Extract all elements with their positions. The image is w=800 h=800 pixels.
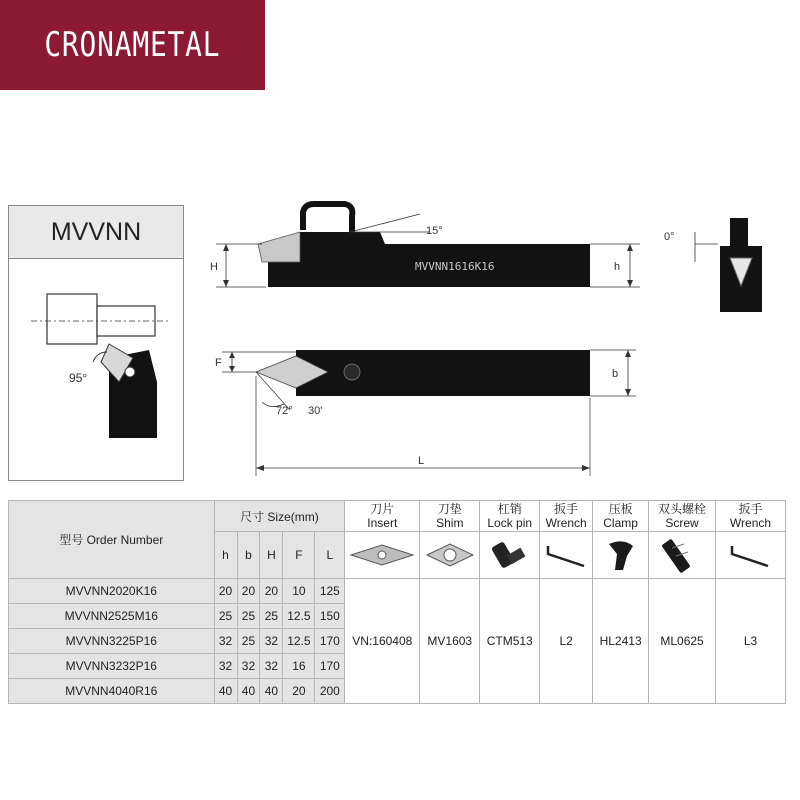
row-h: 40: [214, 679, 237, 704]
row-L: 200: [315, 679, 345, 704]
side-view: [210, 204, 640, 287]
clamp-value: HL2413: [593, 579, 649, 704]
wrench-2-value: L3: [715, 579, 785, 704]
wrench-icon-2: [716, 532, 785, 578]
size-col-H: H: [260, 532, 283, 579]
order-number-header: 型号 Order Number: [9, 501, 215, 579]
row-model: MVVNN2525M16: [9, 604, 215, 629]
screw-value: ML0625: [649, 579, 716, 704]
row-H: 25: [260, 604, 283, 629]
row-H: 20: [260, 579, 283, 604]
insert-value: VN:160408: [345, 579, 420, 704]
part-header-shim: 刀垫 Shim: [420, 501, 480, 532]
row-H: 32: [260, 629, 283, 654]
part-header-wrench-2: 扳手 Wrench: [715, 501, 785, 532]
angle-label-72: 72°: [276, 405, 293, 417]
shim-value: MV1603: [420, 579, 480, 704]
lock-pin-icon: [480, 532, 539, 578]
row-b: 20: [237, 579, 260, 604]
row-H: 40: [260, 679, 283, 704]
row-F: 10: [283, 579, 315, 604]
shim-icon: [420, 532, 479, 578]
angle-label-15: 15°: [426, 225, 443, 237]
angle-minute-label: 30': [308, 405, 323, 417]
row-L: 150: [315, 604, 345, 629]
row-L: 125: [315, 579, 345, 604]
row-model: MVVNN4040R16: [9, 679, 215, 704]
end-view: [664, 218, 762, 312]
end-angle-label: 0°: [664, 231, 675, 243]
row-h: 32: [214, 629, 237, 654]
lock-pin-value: CTM513: [480, 579, 540, 704]
model-title: MVVNN: [9, 206, 183, 259]
row-model: MVVNN3225P16: [9, 629, 215, 654]
dim-label-H: H: [210, 261, 218, 273]
screw-icon: [649, 532, 715, 578]
dim-label-F: F: [215, 357, 222, 369]
part-header-screw: 双头螺栓 Screw: [649, 501, 716, 532]
row-L: 170: [315, 654, 345, 679]
insert-icon: [345, 532, 419, 578]
row-L: 170: [315, 629, 345, 654]
top-holder-body: [296, 350, 590, 396]
row-b: 40: [237, 679, 260, 704]
spec-table: [8, 500, 786, 704]
top-clamp-screw: [344, 364, 360, 380]
end-clamp: [730, 218, 748, 248]
row-b: 32: [237, 654, 260, 679]
row-F: 20: [283, 679, 315, 704]
row-F: 16: [283, 654, 315, 679]
top-view: [215, 350, 636, 476]
part-header-wrench: 扳手 Wrench: [540, 501, 593, 532]
table-row: [9, 579, 786, 604]
dim-label-h: h: [614, 261, 621, 273]
part-header-lock-pin: 杠销 Lock pin: [480, 501, 540, 532]
angle-line-15: [350, 214, 420, 232]
size-col-h: h: [214, 532, 237, 579]
angle-label: 95°: [69, 371, 88, 385]
size-col-b: b: [237, 532, 260, 579]
row-h: 25: [214, 604, 237, 629]
side-clamp: [303, 204, 352, 232]
side-insert: [258, 232, 300, 262]
body-marking: MVVNN1616K16: [415, 260, 495, 273]
brand-name: CRONAMETAL: [44, 25, 221, 65]
row-F: 12.5: [283, 629, 315, 654]
row-F: 12.5: [283, 604, 315, 629]
wrench-value: L2: [540, 579, 593, 704]
size-col-L: L: [315, 532, 345, 579]
part-header-clamp: 压板 Clamp: [593, 501, 649, 532]
clamp-icon: [593, 532, 648, 578]
row-h: 32: [214, 654, 237, 679]
row-b: 25: [237, 604, 260, 629]
row-h: 20: [214, 579, 237, 604]
wrench-icon: [540, 532, 592, 578]
size-col-F: F: [283, 532, 315, 579]
row-model: MVVNN3232P16: [9, 654, 215, 679]
row-H: 32: [260, 654, 283, 679]
row-b: 25: [237, 629, 260, 654]
dim-label-b: b: [612, 368, 619, 380]
row-model: MVVNN2020K16: [9, 579, 215, 604]
dim-label-L: L: [418, 455, 425, 467]
size-header: 尺寸 Size(mm): [214, 501, 345, 532]
part-header-insert: 刀片 Insert: [345, 501, 420, 532]
